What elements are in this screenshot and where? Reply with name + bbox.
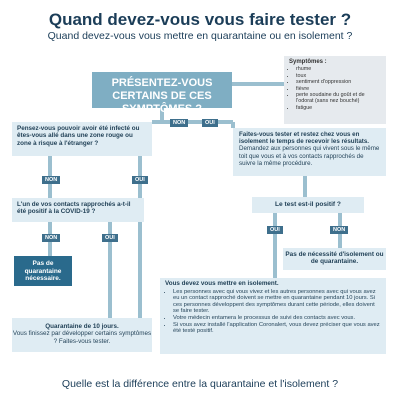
branch-label-yes: OUI	[202, 119, 218, 127]
branch-label-no: NON	[42, 234, 60, 242]
no-isolation-box: Pas de nécessité d'isolement ou de quarantaine.	[283, 248, 386, 270]
page-subtitle: Quand devez-vous vous mettre en quarantaine ou en isolement ?	[47, 30, 353, 42]
travel-question-box: Pensez-vous pouvoir avoir été infecté ou êtes-vous allé dans une zone rouge ou zone à risque à l'étranger ?	[12, 122, 152, 156]
quarantine-text: Vous finissez par développer certains symptômes ? Faites-vous tester.	[12, 330, 152, 345]
isolation-item: • Si vous avez installé l'application Coronalert, vous devez préciser que vous avez été testé positif.	[173, 322, 381, 335]
contacts-question-box: L'un de vos contacts rapprochés a-t-il été positif à la COVID-19 ?	[12, 198, 144, 222]
symptoms-box	[284, 56, 386, 124]
branch-label-no: NON	[170, 119, 188, 127]
branch-label-no: NON	[330, 226, 348, 234]
positive-question-box: Le test est-il positif ?	[252, 197, 364, 213]
isolation-heading: Vous devez vous mettre en isolement.	[165, 280, 279, 287]
symptom-item: • sentiment d'oppression	[296, 79, 381, 85]
test-box-text: Demandez aux personnes qui vivent sous le même toit que vous et à vos contacts rapprochés de suivre la même procédure.	[239, 145, 380, 167]
no-quarantine-box: Pas de quarantaine nécessaire.	[14, 256, 72, 286]
quarantine-heading: Quarantaine de 10 jours.	[45, 323, 119, 330]
isolation-list	[165, 289, 381, 335]
page-title: Quand devez-vous vous faire tester ?	[48, 10, 352, 29]
isolation-item: • Les personnes avec qui vous vivez et les autres personnes avec qui vous avez eu un contact rapproché doivent se mettre en quarantaine pendant 10 jours. Si ces personnes développent des symptômes durant cette période, elles doivent se faire tester.	[173, 289, 381, 315]
branch-label-yes: OUI	[267, 226, 283, 234]
bottom-question: Quelle est la différence entre la quarantaine et l'isolement ?	[61, 378, 339, 390]
symptom-item: • toux	[296, 73, 381, 79]
symptoms-heading: Symptômes :	[289, 59, 327, 65]
branch-label-yes: OUI	[132, 176, 148, 184]
test-box	[233, 128, 386, 176]
test-box-heading: Faites-vous tester et restez chez vous en isolement le temps de recevoir les résultats.	[239, 131, 369, 146]
symptom-item: • rhume	[296, 66, 381, 72]
symptom-item: • perte soudaine du goût et de l'odorat (sans nez bouché)	[296, 92, 381, 105]
symptom-item: • fatigue	[296, 105, 381, 111]
branch-label-no: NON	[42, 176, 60, 184]
branch-label-yes: OUI	[102, 234, 118, 242]
symptom-item: • fièvre	[296, 86, 381, 92]
isolation-box	[160, 278, 386, 354]
quarantine-box	[12, 318, 152, 352]
symptoms-list	[289, 66, 381, 111]
main-question-box: PRÉSENTEZ-VOUS CERTAINS DE CES SYMPTÔMES ?	[92, 72, 232, 108]
isolation-item: • Votre médecin entamera le processus de suivi des contacts avec vous.	[173, 315, 381, 322]
